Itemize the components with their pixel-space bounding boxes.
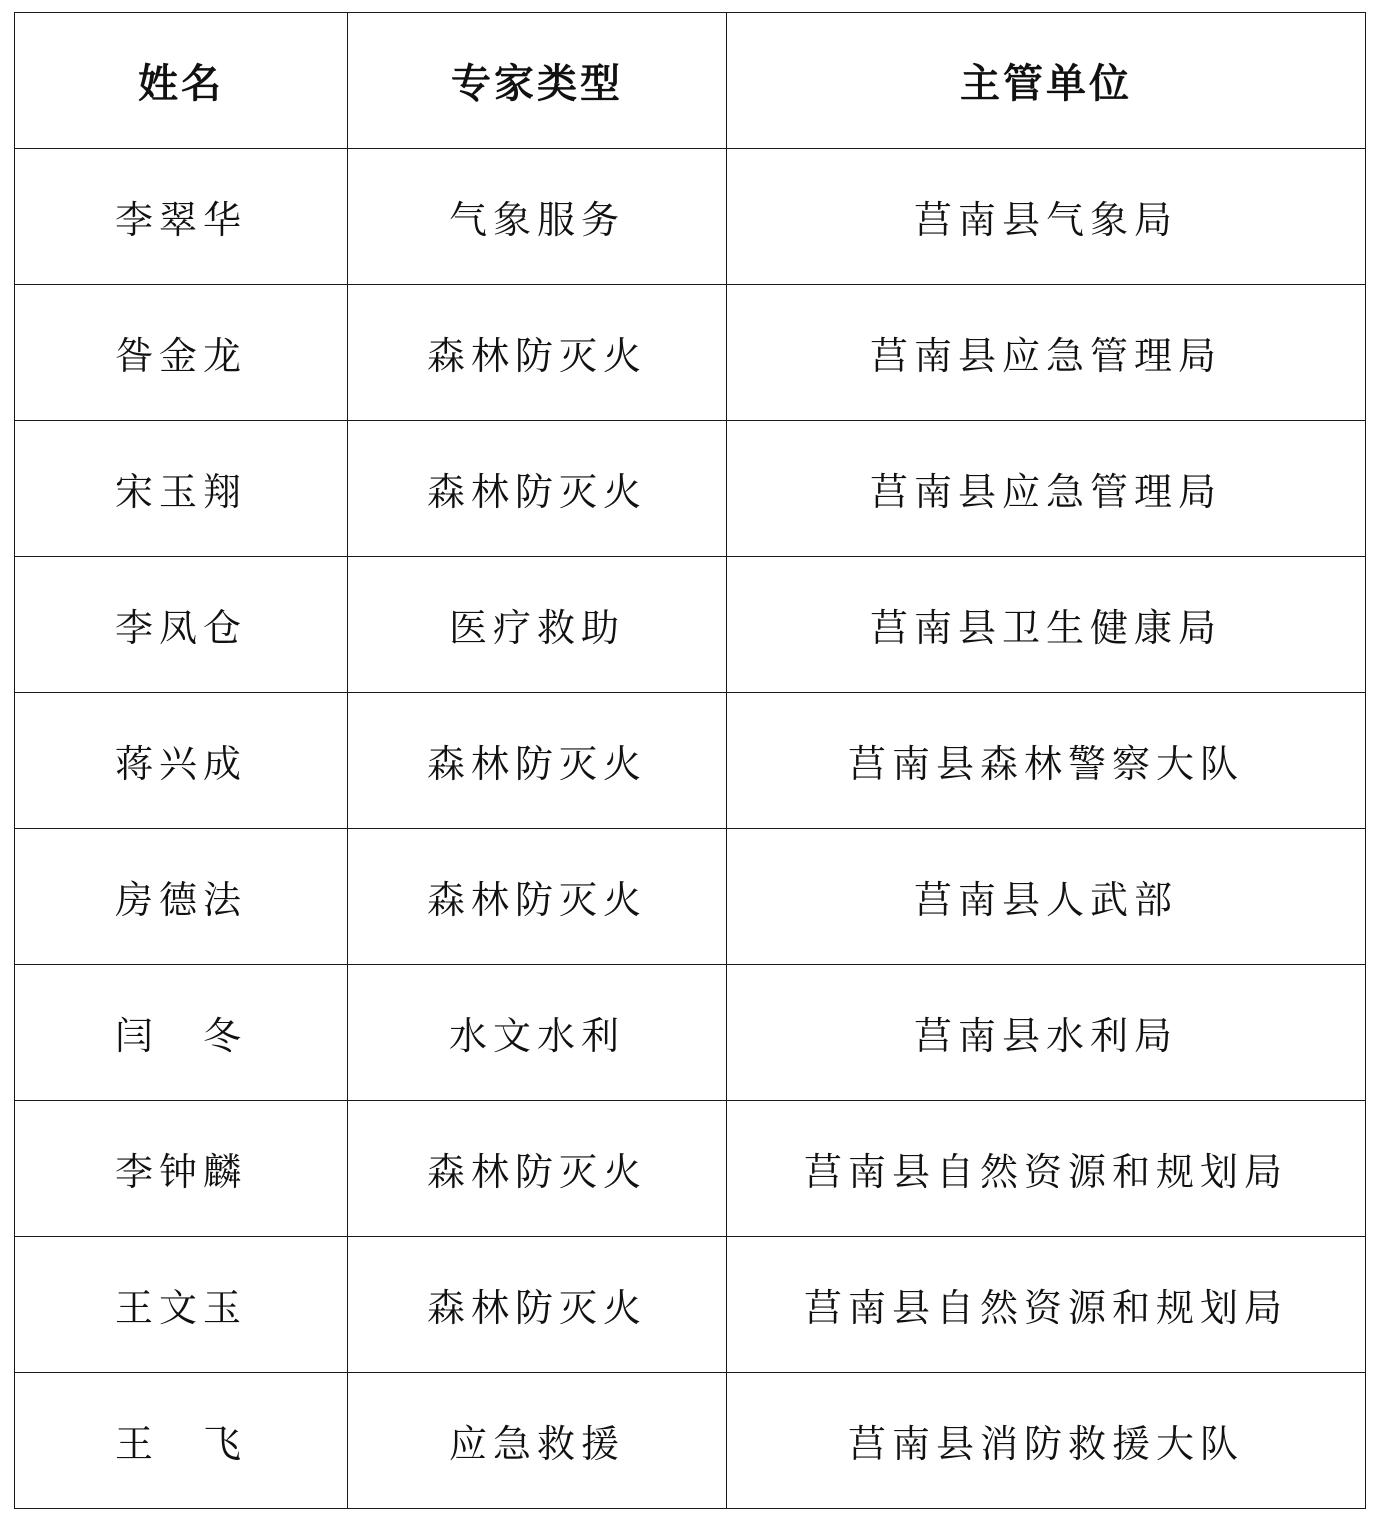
table-row: [15, 1237, 1366, 1373]
table-row: [15, 693, 1366, 829]
cell-managing-unit: 莒南县水利局: [727, 965, 1366, 1101]
cell-name: 李钟麟: [15, 1101, 348, 1237]
table-row: [15, 829, 1366, 965]
cell-expert-type: 森林防灭火: [348, 829, 727, 965]
cell-expert-type: 森林防灭火: [348, 1237, 727, 1373]
header-name: 姓名: [15, 13, 348, 149]
cell-expert-type: 应急救援: [348, 1373, 727, 1509]
cell-name: 王文玉: [15, 1237, 348, 1373]
cell-managing-unit: 莒南县自然资源和规划局: [727, 1101, 1366, 1237]
table-row: [15, 285, 1366, 421]
table-row: [15, 1101, 1366, 1237]
cell-managing-unit: 莒南县应急管理局: [727, 421, 1366, 557]
table-row: [15, 149, 1366, 285]
cell-managing-unit: 莒南县卫生健康局: [727, 557, 1366, 693]
cell-name: 闫 冬: [15, 965, 348, 1101]
cell-managing-unit: 莒南县人武部: [727, 829, 1366, 965]
cell-name: 宋玉翔: [15, 421, 348, 557]
cell-name: 李翠华: [15, 149, 348, 285]
cell-managing-unit: 莒南县应急管理局: [727, 285, 1366, 421]
cell-expert-type: 水文水利: [348, 965, 727, 1101]
table-row: [15, 421, 1366, 557]
expert-table: [14, 12, 1366, 1509]
cell-managing-unit: 莒南县气象局: [727, 149, 1366, 285]
table-row: [15, 1373, 1366, 1509]
cell-expert-type: 森林防灭火: [348, 421, 727, 557]
cell-expert-type: 森林防灭火: [348, 1101, 727, 1237]
cell-managing-unit: 莒南县森林警察大队: [727, 693, 1366, 829]
cell-name: 李凤仓: [15, 557, 348, 693]
cell-name: 房德法: [15, 829, 348, 965]
cell-name: 蒋兴成: [15, 693, 348, 829]
header-expert-type: 专家类型: [348, 13, 727, 149]
header-managing-unit: 主管单位: [727, 13, 1366, 149]
cell-expert-type: 气象服务: [348, 149, 727, 285]
cell-expert-type: 森林防灭火: [348, 693, 727, 829]
table-header-row: [15, 13, 1366, 149]
cell-name: 王 飞: [15, 1373, 348, 1509]
cell-managing-unit: 莒南县自然资源和规划局: [727, 1237, 1366, 1373]
cell-name: 昝金龙: [15, 285, 348, 421]
cell-managing-unit: 莒南县消防救援大队: [727, 1373, 1366, 1509]
cell-expert-type: 医疗救助: [348, 557, 727, 693]
cell-expert-type: 森林防灭火: [348, 285, 727, 421]
table-row: [15, 557, 1366, 693]
table-row: [15, 965, 1366, 1101]
